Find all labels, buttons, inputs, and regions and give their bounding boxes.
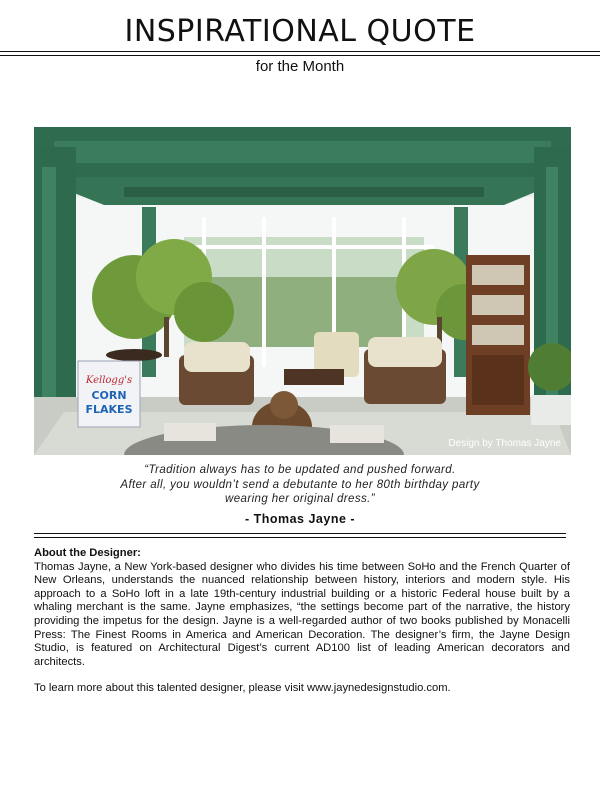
visit-link-text: To learn more about this talented designer, please visit www.jaynedesignstudio.com. (34, 682, 451, 695)
quote-author: - Thomas Jayne - (244, 512, 356, 526)
about-section (34, 547, 570, 696)
section-divider (34, 533, 566, 534)
section-divider-second (34, 537, 566, 538)
quote-line: “Tradition always has to be updated and pushed forward. (144, 464, 456, 476)
title-divider-second (0, 55, 600, 56)
quote-line: wearing her original dress.” (225, 493, 375, 505)
interior-photo (34, 127, 571, 455)
photo-credit: Design by Thomas Jayne (448, 438, 561, 449)
title-divider (0, 51, 600, 52)
box-brand-text: Kellogg's (85, 375, 133, 386)
page-title: INSPIRATIONAL QUOTE (124, 14, 476, 49)
box-corn-text: CORN (91, 389, 127, 402)
about-heading: About the Designer: (34, 547, 141, 559)
quote-line: After all, you wouldn’t send a debutante to her 80th birthday party (120, 478, 480, 491)
page-subtitle: for the Month (255, 58, 345, 75)
box-flakes-text: FLAKES (85, 403, 133, 416)
sunroom-illustration (34, 127, 571, 455)
quote-text (60, 463, 540, 507)
about-body: Thomas Jayne, a New York-based designer who divides his time between SoHo and the French Quarter of New Orleans, understands the nuanced relationship between history, interiors and modern style. His approach to a SoHo loft in a late 19th-century industrial building or a historic Federal house built by a whaling merchant is the same. Jayne emphasizes, “the settings become part of the narrative, the history providing the impetus for the design. Jayne is a well-regarded author of two books published by Monacelli Press: The Finest Rooms in America and American Decoration. The designer’s firm, the Jayne Design Studio, is featured on Architectural Digest’s current AD100 list of leading American decorators and architects. (34, 560, 570, 668)
